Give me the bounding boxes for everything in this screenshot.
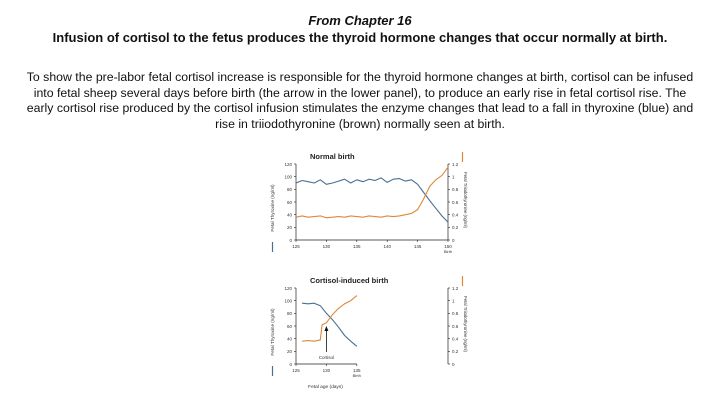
slide-heading: From Chapter 16 bbox=[308, 13, 412, 28]
data-point-triiodothyronine bbox=[375, 216, 376, 217]
data-point-thyroxine bbox=[442, 216, 443, 217]
y-tick-label-right: 0.4 bbox=[452, 336, 459, 342]
data-point-triiodothyronine bbox=[332, 314, 333, 315]
data-point-thyroxine bbox=[375, 180, 376, 181]
data-point-triiodothyronine bbox=[436, 180, 437, 181]
data-point-triiodothyronine bbox=[381, 217, 382, 218]
y-tick-label-right: 1 bbox=[452, 298, 455, 304]
data-point-thyroxine bbox=[332, 183, 333, 184]
data-point-thyroxine bbox=[357, 346, 358, 347]
data-point-triiodothyronine bbox=[332, 217, 333, 218]
y-tick-label-left: 120 bbox=[284, 161, 292, 167]
data-point-thyroxine bbox=[405, 181, 406, 182]
y-tick-label-right: 1.2 bbox=[452, 161, 459, 167]
slide-subtitle: Infusion of cortisol to the fetus produces the thyroid hormone changes that occur normally at birth. bbox=[52, 30, 668, 45]
data-point-thyroxine bbox=[338, 181, 339, 182]
data-point-thyroxine bbox=[326, 313, 327, 314]
data-point-thyroxine bbox=[320, 305, 321, 306]
data-point-triiodothyronine bbox=[350, 216, 351, 217]
y-tick-label-right: 1 bbox=[452, 174, 455, 180]
data-point-triiodothyronine bbox=[302, 216, 303, 217]
y-tick-label-left: 0 bbox=[289, 361, 292, 367]
data-point-thyroxine bbox=[387, 182, 388, 183]
data-point-thyroxine bbox=[399, 178, 400, 179]
x-tick-label: 150 bbox=[444, 244, 452, 249]
y-tick-label-left: 120 bbox=[284, 285, 292, 291]
data-point-triiodothyronine bbox=[430, 186, 431, 187]
data-point-thyroxine bbox=[417, 184, 418, 185]
y-tick-label-left: 100 bbox=[284, 298, 292, 304]
panel-normal-birth bbox=[270, 152, 468, 254]
data-point-triiodothyronine bbox=[308, 340, 309, 341]
y-tick-label-left: 40 bbox=[286, 336, 292, 342]
y-tick-label-left: 40 bbox=[286, 212, 292, 218]
data-point-thyroxine bbox=[350, 183, 351, 184]
data-point-thyroxine bbox=[320, 180, 321, 181]
data-point-triiodothyronine bbox=[423, 199, 424, 200]
data-point-thyroxine bbox=[314, 183, 315, 184]
data-point-thyroxine bbox=[369, 179, 370, 180]
data-point-triiodothyronine bbox=[338, 216, 339, 217]
data-point-triiodothyronine bbox=[357, 216, 358, 217]
y-tick-label-right: 0.2 bbox=[452, 225, 459, 231]
x-tick-note-birth: Birth bbox=[352, 373, 361, 378]
data-point-triiodothyronine bbox=[296, 217, 297, 218]
y-label-right: Fetal Triiodothyronine (ng/ml) bbox=[463, 172, 468, 228]
y-tick-label-right: 0.4 bbox=[452, 212, 459, 218]
data-point-triiodothyronine bbox=[344, 217, 345, 218]
annotation-label: Cortisol bbox=[318, 355, 335, 360]
data-point-thyroxine bbox=[308, 304, 309, 305]
data-point-thyroxine bbox=[423, 192, 424, 193]
data-point-thyroxine bbox=[332, 319, 333, 320]
series-line-thyroxine bbox=[302, 303, 357, 346]
data-point-thyroxine bbox=[302, 303, 303, 304]
data-point-thyroxine bbox=[436, 208, 437, 209]
data-point-triiodothyronine bbox=[350, 300, 351, 301]
cortisol-arrowhead bbox=[324, 326, 328, 331]
data-point-triiodothyronine bbox=[314, 216, 315, 217]
data-point-triiodothyronine bbox=[399, 216, 400, 217]
data-point-thyroxine bbox=[430, 200, 431, 201]
data-point-triiodothyronine bbox=[448, 167, 449, 168]
series-line-triiodothyronine bbox=[302, 296, 357, 342]
data-point-triiodothyronine bbox=[344, 304, 345, 305]
slide-title bbox=[0, 12, 720, 46]
panel-title: Normal birth bbox=[310, 152, 355, 161]
y-tick-label-left: 20 bbox=[286, 349, 292, 355]
x-tick-label: 125 bbox=[292, 244, 300, 249]
panel-title: Cortisol-induced birth bbox=[310, 276, 389, 285]
x-tick-label: 130 bbox=[322, 244, 331, 249]
figure bbox=[260, 148, 468, 405]
x-tick-label: 135 bbox=[353, 368, 361, 373]
data-point-thyroxine bbox=[308, 181, 309, 182]
data-point-triiodothyronine bbox=[405, 214, 406, 215]
data-point-thyroxine bbox=[344, 179, 345, 180]
x-tick-label: 130 bbox=[322, 368, 331, 373]
y-label-left: Fetal Thyroxine (ng/ml) bbox=[270, 184, 275, 232]
data-point-triiodothyronine bbox=[411, 213, 412, 214]
y-tick-label-left: 100 bbox=[284, 174, 292, 180]
body-paragraph: To show the pre-labor fetal cortisol increase is responsible for the thyroid hormone changes at birth, cortisol can be infused into fetal sheep several days before birth (the arrow in the lower panel), to produce an early rise in fetal cortisol rise. The early cortisol rise produced by the cortisol infusion stimulates the enzyme changes that lead to a fall in thyroxine (blue) and rise in triiodothyronine (brown) normally seen at birth. bbox=[26, 70, 694, 131]
y-tick-label-right: 0.8 bbox=[452, 187, 459, 193]
data-point-triiodothyronine bbox=[302, 341, 303, 342]
panel-cortisol-induced-birth bbox=[270, 276, 468, 390]
x-tick-label: 135 bbox=[353, 244, 361, 249]
data-point-thyroxine bbox=[296, 183, 297, 184]
y-tick-label-right: 0.2 bbox=[452, 349, 459, 355]
data-point-triiodothyronine bbox=[326, 323, 327, 324]
y-tick-label-right: 1.2 bbox=[452, 285, 459, 291]
x-tick-label: 140 bbox=[383, 244, 391, 249]
y-label-left: Fetal Thyroxine (ng/ml) bbox=[270, 308, 275, 356]
data-point-triiodothyronine bbox=[326, 218, 327, 219]
data-point-thyroxine bbox=[302, 180, 303, 181]
y-tick-label-left: 80 bbox=[286, 187, 292, 193]
x-tick-label: 145 bbox=[413, 244, 422, 249]
series-line-triiodothyronine bbox=[296, 167, 448, 218]
data-point-triiodothyronine bbox=[320, 340, 321, 341]
data-point-thyroxine bbox=[326, 184, 327, 185]
data-point-triiodothyronine bbox=[369, 216, 370, 217]
data-point-thyroxine bbox=[363, 181, 364, 182]
y-tick-label-right: 0 bbox=[452, 237, 455, 243]
y-label-right: Fetal Triiodothyronine (ng/ml) bbox=[463, 296, 468, 352]
y-tick-label-left: 80 bbox=[286, 311, 292, 317]
y-tick-label-left: 0 bbox=[289, 237, 292, 243]
chart-figure bbox=[260, 148, 468, 400]
data-point-thyroxine bbox=[350, 341, 351, 342]
data-point-triiodothyronine bbox=[417, 209, 418, 210]
data-point-thyroxine bbox=[393, 179, 394, 180]
y-tick-label-right: 0.6 bbox=[452, 323, 459, 329]
data-point-thyroxine bbox=[448, 222, 449, 223]
data-point-thyroxine bbox=[411, 180, 412, 181]
y-tick-label-right: 0.8 bbox=[452, 311, 459, 317]
data-point-triiodothyronine bbox=[322, 324, 323, 325]
y-tick-label-left: 60 bbox=[286, 199, 292, 205]
data-point-thyroxine bbox=[381, 178, 382, 179]
data-point-triiodothyronine bbox=[308, 217, 309, 218]
x-tick-note-birth: Birth bbox=[443, 249, 453, 254]
data-point-thyroxine bbox=[344, 335, 345, 336]
data-point-triiodothyronine bbox=[320, 216, 321, 217]
x-tick-label: 125 bbox=[292, 368, 300, 373]
x-axis-label: Fetal age (days) bbox=[308, 385, 343, 390]
y-tick-label-right: 0 bbox=[452, 361, 455, 367]
data-point-thyroxine bbox=[357, 180, 358, 181]
data-point-triiodothyronine bbox=[357, 295, 358, 296]
data-point-triiodothyronine bbox=[387, 216, 388, 217]
data-point-triiodothyronine bbox=[363, 217, 364, 218]
data-point-thyroxine bbox=[338, 327, 339, 328]
data-point-triiodothyronine bbox=[314, 341, 315, 342]
y-tick-label-left: 20 bbox=[286, 225, 292, 231]
data-point-triiodothyronine bbox=[442, 175, 443, 176]
data-point-triiodothyronine bbox=[393, 216, 394, 217]
y-tick-label-right: 0.6 bbox=[452, 199, 459, 205]
y-tick-label-left: 60 bbox=[286, 323, 292, 329]
data-point-thyroxine bbox=[314, 303, 315, 304]
data-point-triiodothyronine bbox=[338, 308, 339, 309]
